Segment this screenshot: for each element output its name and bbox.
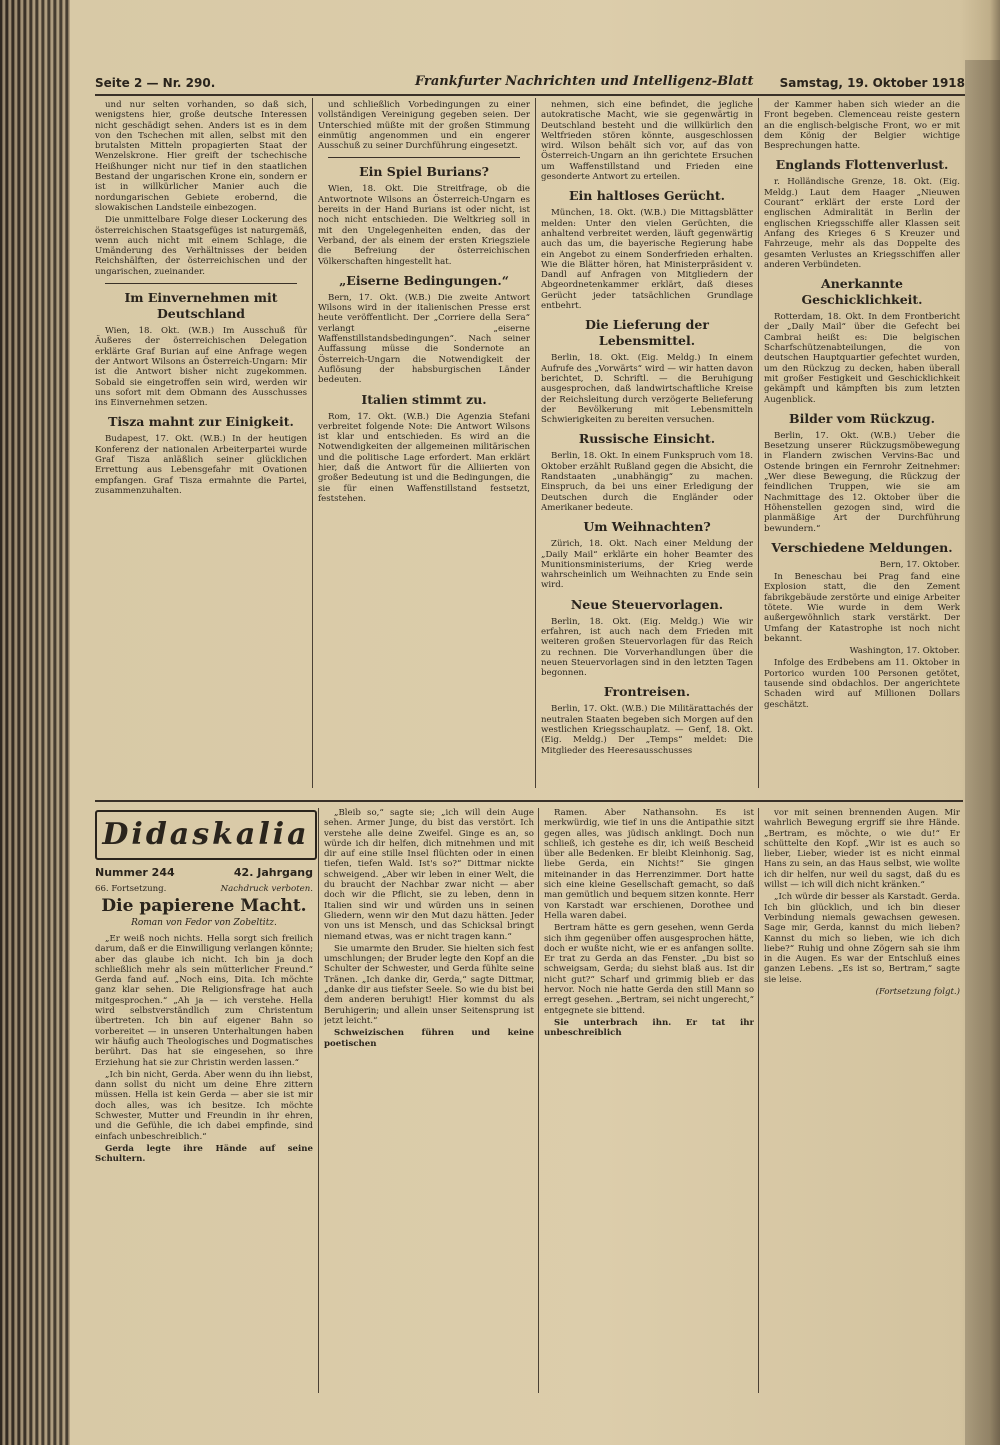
paragraph: Berlin, 18. Okt. (Eig. Meldg.) In einem Aufrufe des „Vorwärts“ wird — wir hatten davon berichtet, D. Schriftl. — die Beruhigung ausgesprochen, daß landwirtschaftliche Kreise der Reichsleitung durch verzögerte Belieferung der Bevölkerung mit Lebensmitteln Schwierigkeiten zu bereiten versuchen. xyxy=(541,353,753,426)
paragraph: Infolge des Erdbebens am 11. Oktober in Portorico wurden 100 Personen getötet, tausende sind obdachlos. Der angerichtete Schaden wird auf Millionen Dollars geschätzt. xyxy=(764,658,960,710)
headline: Die Lieferung der Lebensmittel. xyxy=(585,317,709,349)
paragraph: Wien, 18. Okt. Die Streitfrage, ob die Antwortnote Wilsons an Österreich-Ungarn es bereits in der Hand Burians ist oder nicht, ist noch nicht entschieden. Die Weltkrieg soll in mit den Ungelegenheiten enden, das der Verband, der als einem der ersten Kriegsziele die Befreiung der österreichischen Völkerschaften hingestellt hat. xyxy=(318,184,530,267)
paragraph: Rotterdam, 18. Okt. In dem Frontbericht der „Daily Mail“ über die Gefecht bei Cambrai heißt es: Die belgischen Scharfschützenabteilungen, die von deutschen Hauptquartier gefechtet wurden, um den Rückzug zu decken, haben überall mit großer Festigkeit und Geschicklichkeit gekämpft und kämpften bis zum letzten Augenblick. xyxy=(764,312,960,405)
feuilleton-column-2 xyxy=(324,808,534,1390)
serial-meta xyxy=(95,884,313,894)
paragraph: Schweizischen führen und keine poetischen xyxy=(324,1028,534,1049)
headline: Im Einvernehmen mit Deutschland xyxy=(124,290,278,322)
paragraph: Sie umarmte den Bruder. Sie hielten sich fest umschlungen; der Bruder legte den Kopf an die Schulter der Schwester, und Gerda fühlte seine Tränen. „Ich danke dir, Gerda,“ sagte Dittmar, „danke dir aus tiefster Seele. So wie du bist bei dem anderen beruhigt! Hier kommst du als Beruhigerin; und allein unser Seitensprung ist jetzt leicht.“ xyxy=(324,943,534,1026)
headline: Um Weihnachten? xyxy=(583,519,711,535)
book-binding-gutter xyxy=(0,0,70,1445)
continuation-note: (Fortsetzung folgt.) xyxy=(875,987,960,998)
headline: Verschiedene Meldungen. xyxy=(771,539,953,555)
page-edge-shadow xyxy=(965,60,1000,1445)
paragraph: der Kammer haben sich wieder an die Front begeben. Clemenceau reiste gestern an die englisch-belgische Front, wo er mit dem König der Belgier wichtige Besprechungen hatte. xyxy=(764,100,960,152)
paragraph: Sie unterbrach ihn. Er tat ihr unbeschreiblich xyxy=(544,1017,754,1039)
paragraph: Rom, 17. Okt. (W.B.) Die Agenzia Stefani verbreitet folgende Note: Die Antwort Wilsons ist klar und entschieden. Es wird an die Notwendigkeiten der allgemeinen militärischen und die politische Lage erfordert. Man erklärt hier, daß die Antwort für die Alliierten von großer Bedeutung ist und die Bedingungen, die sie für einen Waffenstillstand festsetzt, feststehen. xyxy=(318,411,530,504)
column-1 xyxy=(95,100,307,790)
paragraph: Bern, 17. Okt. (W.B.) Die zweite Antwort Wilsons wird in der italienischen Presse erst heute veröffentlicht. Der „Corriere della Sera“ verlangt „eiserne Waffenstillstandsbedingungen“. Nach seiner Auffassung müsse die Sondernote an Österreich-Ungarn die Notwendigkeit der Auflösung der habsburgischen Länder bedeuten. xyxy=(318,292,530,386)
paragraph: r. Holländische Grenze, 18. Okt. (Eig. Meldg.) Laut dem Haager „Nieuwen Courant“ erklärt der erste Lord der englischen Admiralität in Berlin der englischen Kriegsschiffe aller Klassen seit Anfang des Krieges 6 S Kreuzer und Fahrzeuge, mehr als das Doppelte des gesamten Verlustes an Kriegsschiffen aller anderen Verbündeten. xyxy=(764,177,960,270)
novel-title: Die papierene Macht. xyxy=(101,896,307,916)
installment: 66. Fortsetzung. xyxy=(95,884,167,894)
paragraph: Bertram hätte es gern gesehen, wenn Gerda sich ihm gegenüber offen ausgesprochen hätte, doch er wußte nicht, wie er es anfangen sollte. Er trat zu Gerda an das Fenster. „Du bist so schweigsam, Gerda; du siehst blaß aus. Ist dir nicht gut?“ Scharf und grimmig blieb er das hervor. Noch nie hatte Gerda den still Mann so erregt gesehen. „Bertram, sei nicht ungerecht,“ entgegnete sie bittend. xyxy=(544,923,754,1016)
issue-date: Samstag, 19. Oktober 1918 xyxy=(779,76,965,90)
paragraph: Berlin, 17. Okt. (W.B.) Ueber die Besetzung unserer Rückzugsmöbewegung in Flandern zwischen Vervins-Bac und Ostende bringen ein Fernrohr Zeitnehmer: „Wer diese Bewegung, die Rückzug der feindlichen Truppen, wie sie am Nachmittage des 12. Oktober über die Höhenstellen gezogen sind, wird die planmäßige Art der Durchführung bewundern.“ xyxy=(764,430,960,534)
paragraph: München, 18. Okt. (W.B.) Die Mittagsblätter melden: Unter den vielen Gerüchten, die anhaltend verbreitet werden, läuft gegenwärtig auch das um, die bayerische Regierung habe ein Angebot zu einem Sonderfrieden erhalten. Wie die Blätter hören, hat Ministerpräsident v. Dandl auf Anfragen von Mitgliedern der Abgeordnetenkammer erklärt, daß dieses Gerücht jeder tatsächlichen Grundlage entbehrt. xyxy=(541,208,753,312)
feuilleton-separator xyxy=(95,800,963,802)
column-rule xyxy=(538,808,539,1393)
headline: „Eiserne Bedingungen.“ xyxy=(339,272,509,288)
paragraph: Wien, 18. Okt. (W.B.) Im Ausschuß für Äußeres der österreichischen Delegation erklärte Graf Burian auf eine Anfrage wegen der Antwort Wilsons an Österreich-Ungarn: Mir ist die Antwort bisher nicht zugekommen. Sobald sie eingetroffen sein wird, werden wir uns sofort mit dem Obmann des Ausschusses ins Einvernehmen setzen. xyxy=(95,326,307,409)
paragraph: vor mit seinen brennenden Augen. Mir wahrlich Bewegung ergriff sie ihre Hände. „Bertram, es möchte, o wie du!“ Er schüttelte den Kopf. „Wir ist es auch so lieber, Lieber, wieder ist es nicht einmal Hans zu sein, an das Haus selbst, wie wollte ich dir helfen, nur weil du sagst, daß du es willst — ich will dich nicht kränken.“ xyxy=(764,808,960,891)
issue-number: Nummer 244 xyxy=(95,866,175,879)
column-3 xyxy=(541,100,753,790)
paragraph: Gerda legte ihre Hände auf seine Schultern. xyxy=(95,1143,313,1165)
headline: Anerkannte Geschicklichkeit. xyxy=(801,276,923,308)
paragraph: Die unmittelbare Folge dieser Lockerung des österreichischen Staatsgefüges ist naturgemäß, wenn auch nicht mit einem Schlage, die Umänderung des Verhältnisses der beiden Reichshälften, der österreichischen und der ungarischen, zueinander. xyxy=(95,215,307,277)
column-rule xyxy=(535,98,536,788)
divider xyxy=(105,283,297,284)
column-rule xyxy=(318,808,319,1393)
paragraph: Zürich, 18. Okt. Nach einer Meldung der „Daily Mail“ erklärte ein hoher Beamter des Munitionsministeriums, der Krieg werde wahrscheinlich um Weihnachten zu Ende sein wird. xyxy=(541,539,753,591)
column-2 xyxy=(318,100,530,790)
page-number: Seite 2 — Nr. 290. xyxy=(95,76,216,90)
headline: Italien stimmt zu. xyxy=(361,391,487,407)
dateline: Washington, 17. Oktober. xyxy=(849,646,960,657)
column-rule xyxy=(758,808,759,1393)
paragraph: „Ich bin nicht, Gerda. Aber wenn du ihn liebst, dann sollst du nicht um deine Ehre zittern müssen. Hella ist kein Gerda — aber sie ist mir doch alles, was ich besitze. Ich möchte Schwester, Mutter und Freundin in ihr ehren, und die Gefühle, die ich dabei empfinde, sind einfach unbeschreiblich.“ xyxy=(95,1069,313,1142)
headline: Frontreisen. xyxy=(603,684,691,700)
feuilleton-column-3 xyxy=(544,808,754,1390)
headline: Englands Flottenverlust. xyxy=(775,157,949,173)
paragraph: „Bleib so,“ sagte sie; „ich will dein Auge sehen. Armer Junge, du bist das verstört. Ich verstehe alle deine Zweifel. Ginge es an, so würde ich dir helfen, dich mitnehmen und mit dir auf eine stille Insel flüchten oder in einen tiefen, tiefen Wald. Ist's so?“ Dittmar nickte schweigend. „Aber wir leben in einer Welt, die du braucht der Nachbar zwar nicht — aber doch wir die Pflicht, sie zu leben, denn in Italien sind wir und würden uns in seinen Gliedern, wenn wir den Mut dazu hätten. Jeder von uns ist Mensch, und das Schicksal bringt niemand etwas, was er nicht tragen kann.“ xyxy=(324,808,534,942)
column-4 xyxy=(764,100,960,790)
column-rule xyxy=(758,98,759,788)
feuilleton-column-4 xyxy=(764,808,960,1390)
headline: Russische Einsicht. xyxy=(578,431,716,447)
paragraph: Berlin, 17. Okt. (W.B.) Die Militärattachés der neutralen Staaten begeben sich Morgen auf den westlichen Kriegsschauplatz. — Genf, 18. Okt. (Eig. Meldg.) Der „Temps“ meldet: Die Mitglieder des Heeresausschusses xyxy=(541,704,753,756)
paragraph: In Beneschau bei Prag fand eine Explosion statt, die den Zement fabrikgebäude zerstörte und einige Arbeiter tötete. Wie wurde in dem Werk außergewöhnlich stark verstärkt. Der Umfang der Katastrophe ist noch nicht bekannt. xyxy=(764,572,960,644)
paragraph: und nur selten vorhanden, so daß sich, wenigstens hier, große deutsche Interessen nicht geschädigt sehen. Anders ist es in dem von den Tschechen mit allen, selbst mit den brutalsten Mitteln propagierten Staat der Wenzelskrone. Hier greift der tschechische Heißhunger nicht nur tief in den staatlichen Bestand der ungarischen Krone ein, sondern er ist in willkürlicher Manier auch die nordungarischen Gebiete erobernd, die slowakischen Landsteile einbezogen. xyxy=(95,100,307,213)
paragraph: nehmen, sich eine befindet, die jegliche autokratische Macht, wie sie gegenwärtig in Deutschland besteht und die willkürlich den Weltfrieden stören könnte, ausgeschlossen wird. Wilson behält sich vor, auf das von Österreich-Ungarn an ihn gerichtete Ersuchen um Waffenstillstand und Frieden eine gesonderte Antwort zu erteilen. xyxy=(541,100,753,183)
newspaper-title: Frankfurter Nachrichten und Intelligenz-Blatt xyxy=(415,74,754,89)
feuilleton-column-1 xyxy=(95,934,313,1389)
paragraph: „Ich würde dir besser als Karstadt. Gerda. Ich bin glücklich, und ich bin dieser Verbindung niemals gewachsen gewesen. Sage mir, Gerda, kannst du mich lieben? Kannst du mich so lieben, wie ich dich liebe?“ Ruhig und ohne Zögern sah sie ihm in die Augen. Es war der Entschluß eines ganzen Lebens. „Es ist so, Bertram,“ sagte sie leise. xyxy=(764,892,960,985)
headline: Tisza mahnt zur Einigkeit. xyxy=(108,414,294,430)
dateline: Bern, 17. Oktober. xyxy=(879,559,960,570)
paragraph: „Er weiß noch nichts. Hella sorgt sich freilich darum, daß er die Einwilligung verlangen könnte; aber das glaube ich nicht. Ich bin ja doch schließlich mehr als sein mütterlicher Freund.“ Gerda fand auf. „Noch eins, Dita. Ich möchte ganz klar sehen. Die Religionsfrage hat auch mitgesprochen.“ „Ah ja — ich verstehe. Hella wird selbstverständlich zum Christentum übertreten. Ich bin auf eigener Bahn so vorbereitet — in unseren Unterhaltungen haben wir häufig auch Theologisches und Dogmatisches berührt. Das hat sie eingesehen, so ihre Erziehung hat sie zur Christin werden lassen.“ xyxy=(95,934,313,1068)
divider xyxy=(328,157,520,158)
paragraph: Ramen. Aber Nathansohn. Es ist merkwürdig, wie tief in uns die Antipathie sitzt gegen alles, was jüdisch anklingt. Doch nun schließ, ich gestehe es dir, ich weiß Bescheid über alle Bedenken. Er bleibt Kleinhonig. Sag, liebe Gerda, ein Nichts!“ Sie gingen miteinander in das Herrenzimmer. Dort hatte sich eine kleine Gesellschaft gemacht, so daß man gemütlich und bequem sitzen konnte. Herr von Karstadt war erschienen, Dorothee und Hella waren dabei. xyxy=(544,808,754,921)
headline: Bilder vom Rückzug. xyxy=(789,410,935,426)
column-rule xyxy=(312,98,313,788)
issue-meta xyxy=(95,866,313,879)
paragraph: Berlin, 18. Okt. (Eig. Meldg.) Wie wir erfahren, ist auch nach dem Frieden mit weiteren großen Steuervorlagen für das Reich zu rechnen. Die Vorverhandlungen über die neuen Steuervorlagen sind in den letzten Tagen begonnen. xyxy=(541,616,753,679)
issue-year: 42. Jahrgang xyxy=(233,866,313,879)
headline: Ein Spiel Burians? xyxy=(359,164,489,180)
copyright-note: Nachdruck verboten. xyxy=(220,884,313,894)
didaskalia-masthead: Didaskalia xyxy=(95,810,317,860)
paragraph: Budapest, 17. Okt. (W.B.) In der heutigen Konferenz der nationalen Arbeiterpartei wurde Graf Tisza anläßlich seiner glücklichen Errettung aus Lebensgefahr mit Ovationen empfangen. Graf Tisza ermahnte die Partei, zusammenzuhalten. xyxy=(95,434,307,496)
novel-author: Roman von Fedor von Zobeltitz. xyxy=(131,918,277,928)
paragraph: Berlin, 18. Okt. In einem Funkspruch vom 18. Oktober erzählt Rußland gegen die Absicht, die Randstaaten „unabhängig“ zu machen. Einspruch, da bei uns einer Erledigung der Deutschen durch die Engländer oder Amerikaner bedeute. xyxy=(541,451,753,513)
paragraph: und schließlich Vorbedingungen zu einer vollständigen Vereinigung gegeben seien. Der Unterschied müßte mit der großen Stimmung einmütig angenommen und ein engerer Ausschuß zu seiner Durchführung eingesetzt. xyxy=(318,100,530,152)
headline: Neue Steuervorlagen. xyxy=(570,596,724,612)
page-header xyxy=(95,72,965,96)
headline: Ein haltloses Gerücht. xyxy=(568,188,726,204)
